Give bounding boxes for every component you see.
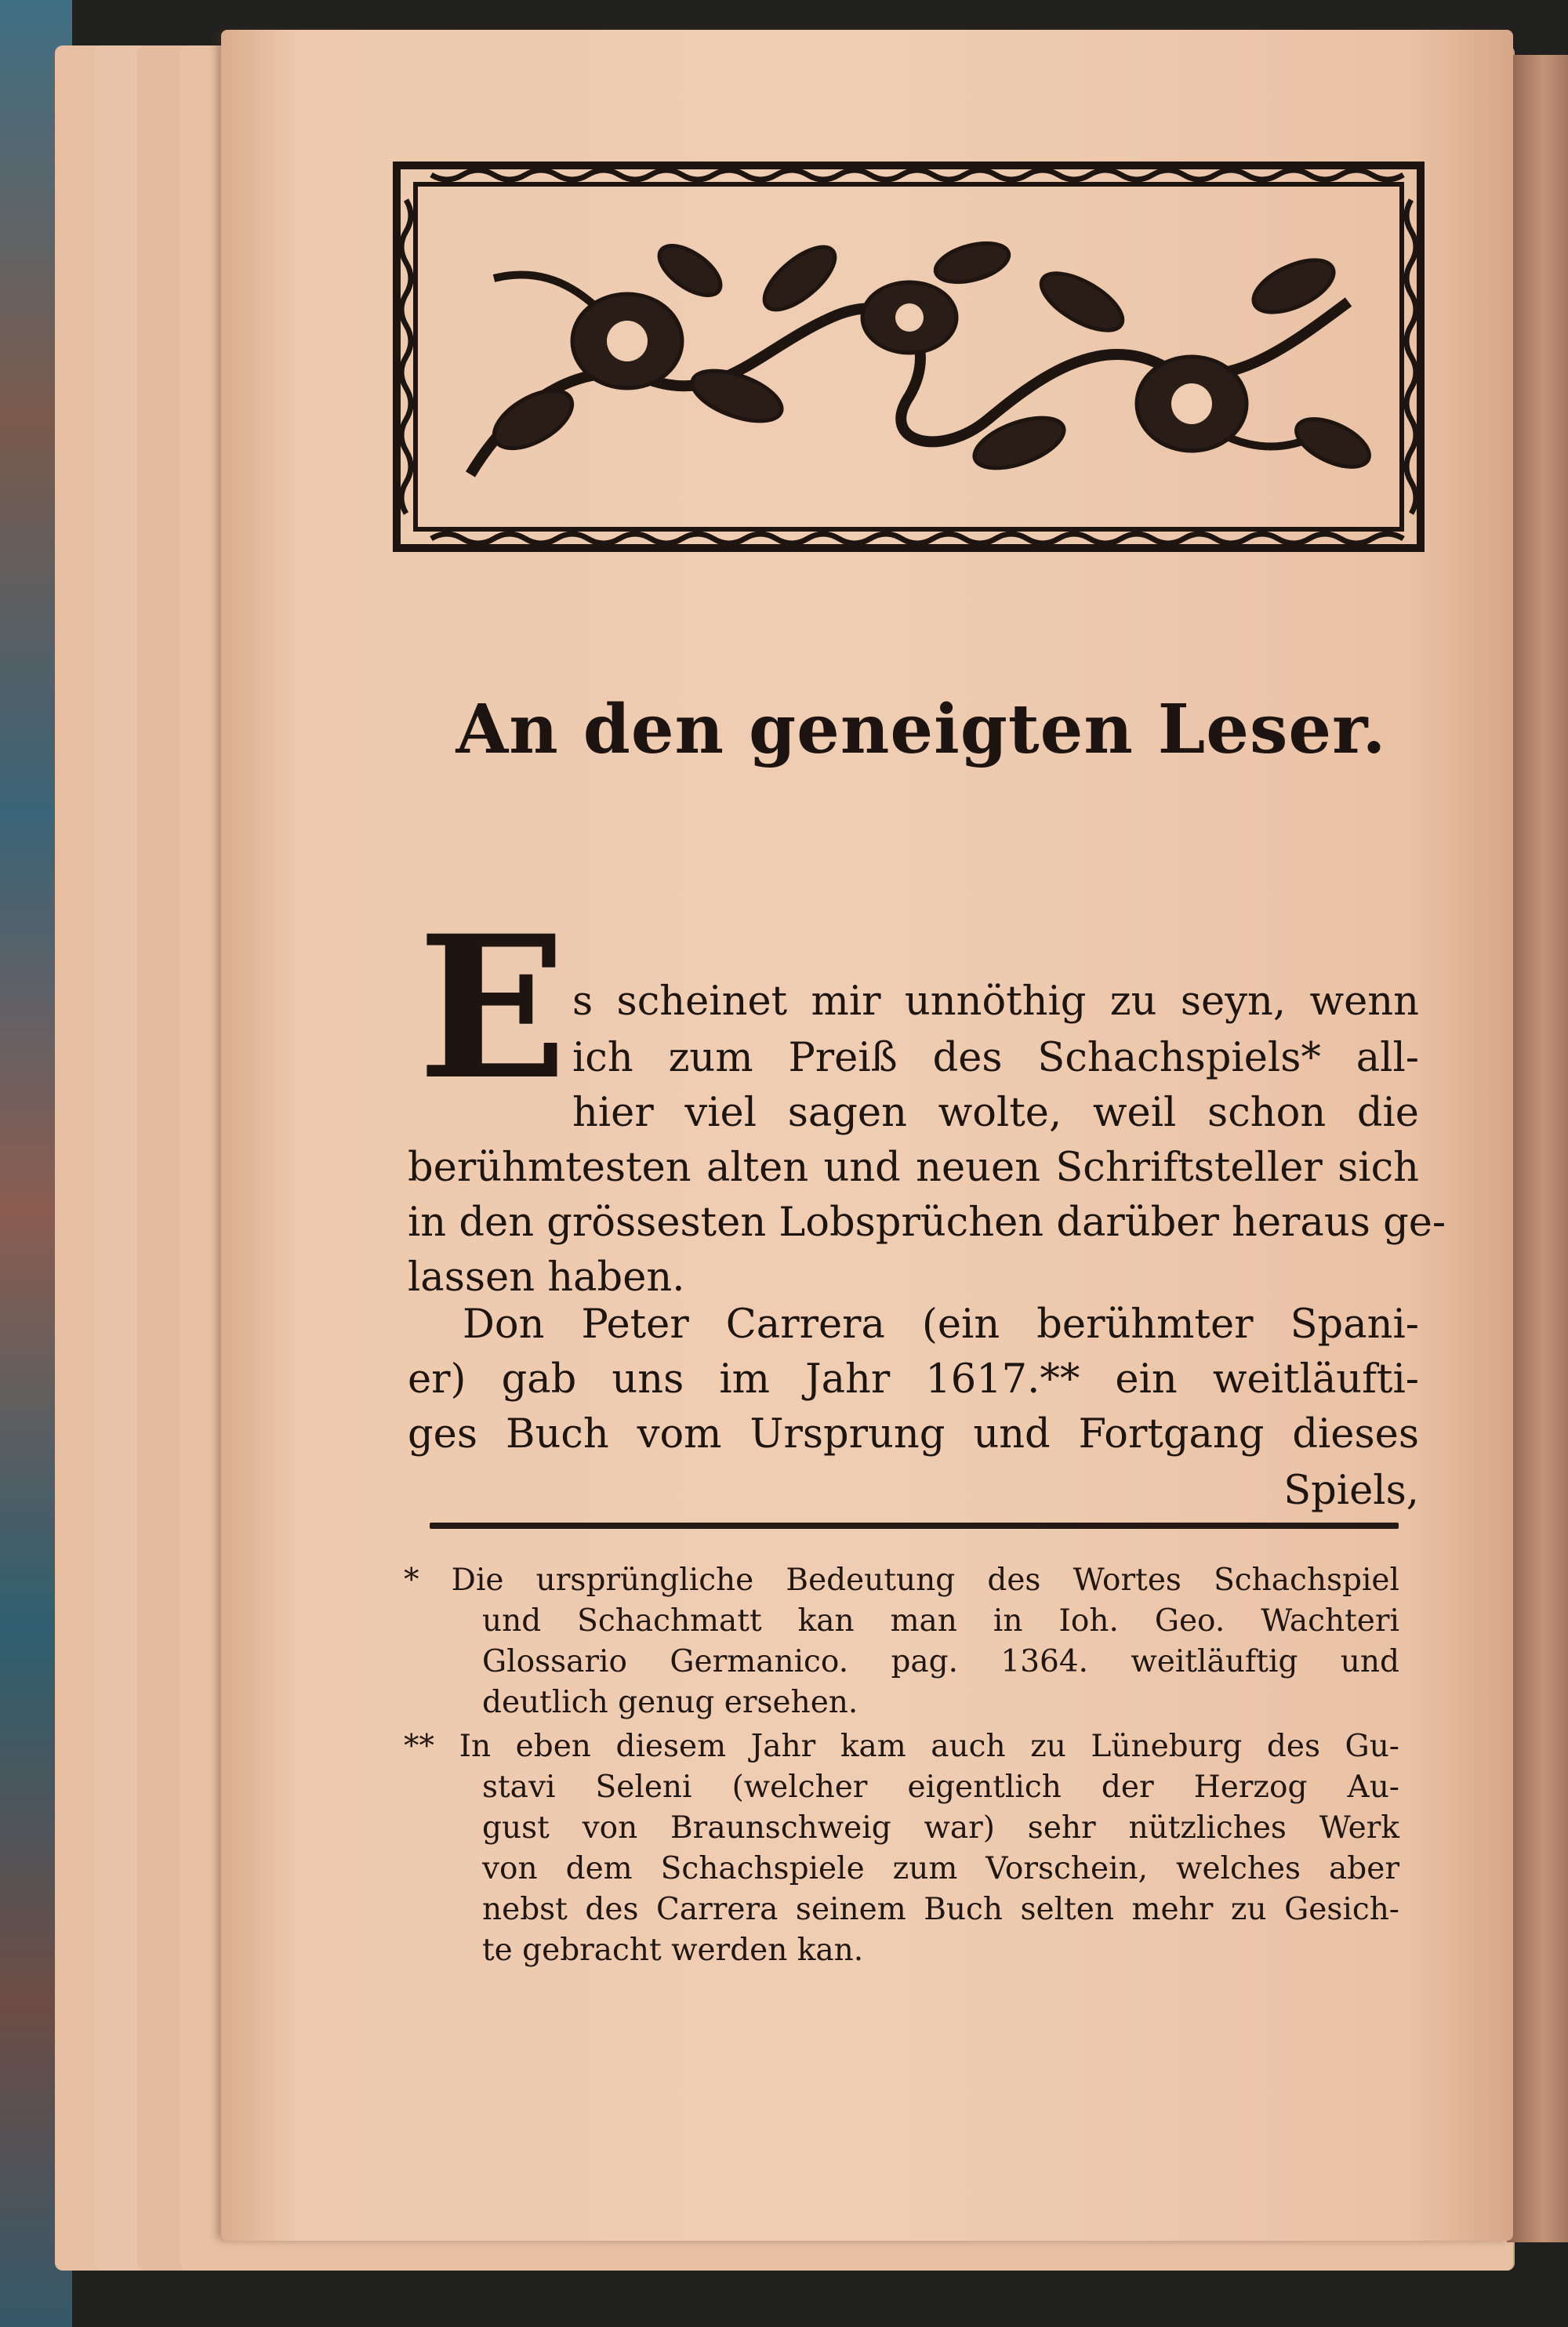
footnote-line: und Schachmatt kan man in Ioh. Geo. Wachteri bbox=[482, 1603, 1399, 1639]
drop-cap: E bbox=[417, 892, 568, 1123]
text-line: er) gab uns im Jahr 1617.** ein weitläufti- bbox=[408, 1356, 1419, 1403]
footnote-line: ** In eben diesem Jahr kam auch zu Lüneburg des Gu- bbox=[404, 1729, 1399, 1764]
footnote-divider bbox=[430, 1523, 1399, 1529]
text-line: Don Peter Carrera (ein berühmter Spani- bbox=[463, 1301, 1419, 1348]
page-heading: An den geneigten Leser. bbox=[456, 690, 1387, 769]
footnote-line: * Die ursprüngliche Bedeutung des Wortes Schachspiel bbox=[404, 1563, 1399, 1598]
text-line: berühmtesten alten und neuen Schriftsteller sich bbox=[408, 1145, 1419, 1191]
footnote-line: stavi Seleni (welcher eigentlich der Herzog Au- bbox=[482, 1770, 1399, 1805]
text-line: in den grössesten Lobsprüchen darüber heraus ge- bbox=[408, 1200, 1446, 1246]
footnote-line: te gebracht werden kan. bbox=[482, 1933, 864, 1968]
floral-ornament-icon bbox=[392, 161, 1425, 553]
text-line: lassen haben. bbox=[408, 1254, 685, 1301]
facing-page-edge bbox=[1507, 55, 1568, 2242]
footnote-line: nebst des Carrera seinem Buch selten mehr zu Gesich- bbox=[482, 1892, 1399, 1927]
footnote-line: deutlich genug ersehen. bbox=[482, 1685, 858, 1720]
text-line: ges Buch vom Ursprung und Fortgang dieses bbox=[408, 1411, 1419, 1458]
text-line: ich zum Preiß des Schachspiels* all- bbox=[572, 1035, 1419, 1081]
text-line: s scheinet mir unnöthig zu seyn, wenn bbox=[572, 978, 1419, 1025]
footnote-line: Glossario Germanico. pag. 1364. weitläuftig und bbox=[482, 1644, 1399, 1679]
text-line: hier viel sagen wolte, weil schon die bbox=[572, 1090, 1419, 1136]
footnote-line: von dem Schachspiele zum Vorschein, welches aber bbox=[482, 1851, 1399, 1886]
footnote-line: gust von Braunschweig war) sehr nützliches Werk bbox=[482, 1810, 1399, 1846]
catchword: Spiels, bbox=[1283, 1468, 1419, 1514]
